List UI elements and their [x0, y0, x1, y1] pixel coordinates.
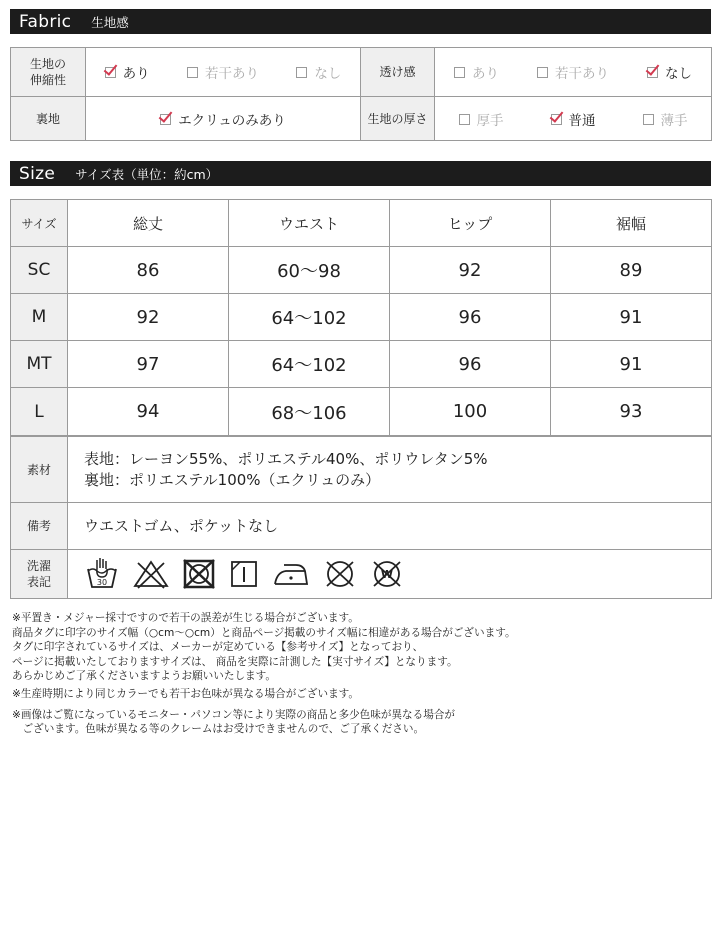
row-header-size: SC	[11, 247, 68, 294]
note-line: ※生産時期により同じカラーでも若干お色味が異なる場合がございます。	[12, 687, 360, 700]
row-header-size: M	[11, 294, 68, 341]
remarks-value: ウエストゴム、ポケットなし	[68, 503, 712, 550]
table-row	[11, 341, 712, 388]
checkbox-checked-icon	[160, 114, 171, 125]
table-cell: 92	[68, 294, 229, 341]
stretch-option-ari: あり	[105, 62, 150, 82]
sheer-option-jakkan: 若干あり	[537, 62, 609, 82]
stretch-option-jakkan: 若干あり	[187, 62, 259, 82]
note-line: ※画像はご覧になっているモニター・パソコン等により実際の商品と多少色味が異なる場合が	[12, 708, 456, 721]
lining-options	[86, 97, 361, 141]
checkbox-checked-icon	[647, 67, 658, 78]
size-subtitle: サイズ表（単位：約cm）	[75, 166, 219, 182]
material-label: 素材	[11, 437, 68, 503]
care-icons	[68, 550, 712, 599]
row-header-size: MT	[11, 341, 68, 388]
size-corner-label: サイズ	[11, 200, 68, 247]
note-line: ※平置き・メジャー採寸ですので若干の誤差が生じる場合がございます。	[12, 612, 359, 624]
svg-text:30: 30	[96, 578, 108, 587]
checkbox-icon	[454, 67, 465, 78]
sheer-option-ari: あり	[454, 62, 499, 82]
table-cell: 94	[68, 388, 229, 436]
sheer-label: 透け感	[361, 48, 435, 97]
checkbox-icon	[643, 114, 654, 125]
col-header-length: 総丈	[68, 200, 229, 247]
material-line2: 裏地：ポリエステル100%（エクリュのみ）	[84, 470, 381, 489]
line-dry-shade-icon	[229, 559, 259, 589]
col-header-hip: ヒップ	[390, 200, 551, 247]
table-cell: 97	[68, 341, 229, 388]
note-line: ページに掲載いたしておりますサイズは、 商品を実際に計測した【実寸サイズ】となります。	[12, 655, 458, 668]
thickness-option-thick: 厚手	[459, 109, 504, 129]
table-cell: 93	[551, 388, 712, 436]
checkbox-checked-icon	[105, 67, 116, 78]
note-line: あらかじめご了承くださいますようお願いいたします。	[12, 670, 276, 683]
row-header-size: L	[11, 388, 68, 436]
no-tumble-dry-icon	[182, 558, 216, 590]
note-line: 商品タグに印字のサイズ幅（○cm〜○cm）と商品ページ掲載のサイズ幅に相違がある場合がございます。	[12, 626, 516, 639]
no-bleach-icon	[133, 559, 169, 589]
checkbox-icon	[459, 114, 470, 125]
material-value	[68, 437, 712, 503]
remarks-label: 備考	[11, 503, 68, 550]
lining-label: 裏地	[11, 97, 86, 141]
table-cell: 100	[390, 388, 551, 436]
material-line1: 表地：レーヨン55%、ポリエステル40%、ポリウレタン5%	[84, 449, 488, 468]
thickness-label: 生地の厚さ	[361, 97, 435, 141]
no-dry-clean-icon	[323, 558, 357, 590]
checkbox-icon	[296, 67, 307, 78]
table-cell: 68〜106	[229, 388, 390, 436]
note-line: ございます。色味が異なる等のクレームはお受けできませんので、ご了承ください。	[12, 723, 425, 736]
checkbox-checked-icon	[551, 114, 562, 125]
table-cell: 60〜98	[229, 247, 390, 294]
notes	[12, 611, 516, 737]
table-cell: 64〜102	[229, 341, 390, 388]
stretch-label: 生地の 伸縮性	[11, 48, 86, 97]
table-cell: 86	[68, 247, 229, 294]
fabric-header	[10, 9, 711, 34]
note-line: タグに印字されているサイズは、メーカーが定めている【参考サイズ】となっており、	[12, 641, 424, 654]
table-cell: 96	[390, 294, 551, 341]
col-header-hem-width: 裾幅	[551, 200, 712, 247]
table-cell: 89	[551, 247, 712, 294]
table-cell: 96	[390, 341, 551, 388]
size-title: Size	[19, 163, 56, 184]
table-row	[11, 247, 712, 294]
hand-wash-icon	[84, 557, 120, 591]
size-header	[10, 161, 711, 186]
table-row	[11, 294, 712, 341]
sheer-options	[435, 48, 712, 97]
thickness-option-thin: 薄手	[643, 109, 688, 129]
no-wet-clean-icon	[370, 558, 404, 590]
lining-option-ecru: エクリュのみあり	[160, 109, 286, 129]
svg-text:W: W	[380, 568, 394, 581]
table-cell: 91	[551, 294, 712, 341]
checkbox-icon	[537, 67, 548, 78]
thickness-option-normal: 普通	[551, 109, 596, 129]
table-row	[11, 388, 712, 436]
iron-low-icon	[272, 559, 310, 589]
table-cell: 91	[551, 341, 712, 388]
size-table	[10, 199, 712, 436]
fabric-table	[10, 47, 712, 141]
table-cell: 92	[390, 247, 551, 294]
care-label: 洗濯 表記	[11, 550, 68, 599]
sheer-option-nashi: なし	[647, 62, 692, 82]
checkbox-icon	[187, 67, 198, 78]
col-header-waist: ウエスト	[229, 200, 390, 247]
thickness-options	[435, 97, 712, 141]
stretch-option-nashi: なし	[296, 62, 341, 82]
info-table	[10, 436, 712, 599]
fabric-title: Fabric	[19, 11, 72, 32]
stretch-options	[86, 48, 361, 97]
fabric-subtitle: 生地感	[91, 14, 129, 30]
table-cell: 64〜102	[229, 294, 390, 341]
